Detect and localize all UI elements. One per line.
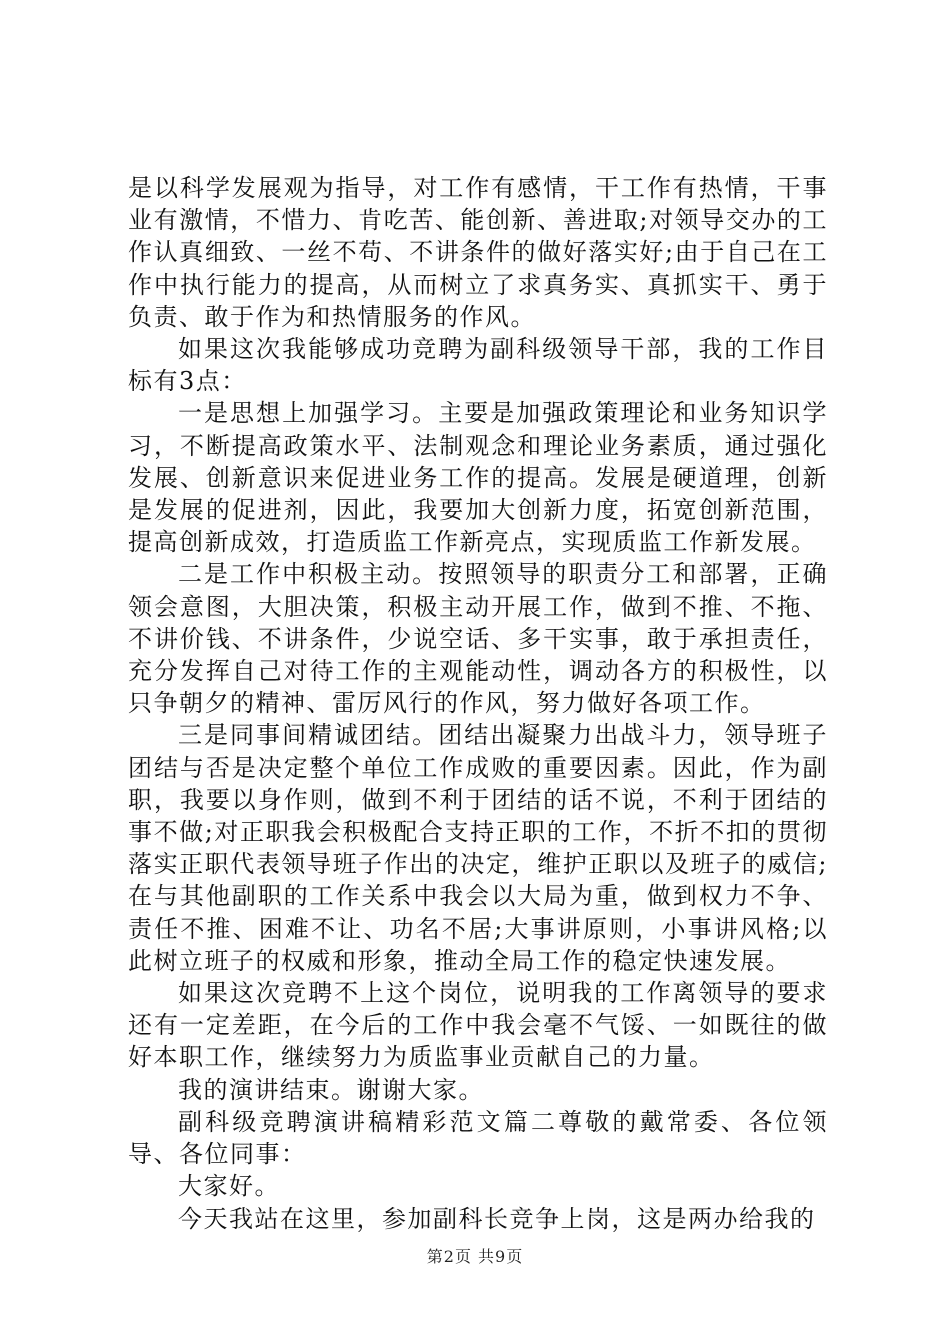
paragraph-4: 二是工作中积极主动。按照领导的职责分工和部署，正确领会意图，大胆决策，积极主动开展工作，做到不推、不拖、不讲价钱、不讲条件，少说空话、多干实事，敢于承担责任，充分发挥自己对待工作的主观能动性，调动各方的积极性，以只争朝夕的精神、雷厉风行的作风，努力做好各项工作。	[128, 560, 828, 718]
paragraph-1: 是以科学发展观为指导，对工作有感情，干工作有热情，干事业有激情，不惜力、肯吃苦、能创新、善进取;对领导交办的工作认真细致、一丝不苟、不讲条件的做好落实好;由于自己在工作中执行能力的提高，从而树立了求真务实、真抓实干、勇于负责、敢于作为和热情服务的作风。	[128, 174, 828, 331]
paragraph-9: 大家好。	[178, 1172, 280, 1201]
page-footer: 第2页 共9页	[426, 1247, 524, 1266]
paragraph-7: 我的演讲结束。谢谢大家。	[178, 1075, 484, 1104]
document-body	[128, 172, 828, 1235]
paragraph-10: 今天我站在这里，参加副科长竞争上岗，这是两办给我的	[178, 1204, 816, 1233]
paragraph-6: 如果这次竞聘不上这个岗位，说明我的工作离领导的要求还有一定差距，在今后的工作中我会毫不气馁、一如既往的做好本职工作，继续努力为质监事业贡献自己的力量。	[128, 979, 828, 1072]
paragraph-8: 副科级竞聘演讲稿精彩范文篇二尊敬的戴常委、各位领导、各位同事：	[128, 1107, 828, 1169]
paragraph-3: 一是思想上加强学习。主要是加强政策理论和业务知识学习，不断提高政策水平、法制观念和理论业务素质，通过强化发展、创新意识来促进业务工作的提高。发展是硬道理，创新是发展的促进剂，因此，我要加大创新力度，拓宽创新范围，提高创新成效，打造质监工作新亮点，实现质监工作新发展。	[128, 399, 828, 557]
paragraph-2: 如果这次我能够成功竞聘为副科级领导干部，我的工作目标有3点：	[128, 335, 828, 396]
paragraph-5: 三是同事间精诚团结。团结出凝聚力出战斗力，领导班子团结与否是决定整个单位工作成败的重要因素。因此，作为副职，我要以身作则，做到不利于团结的话不说，不利于团结的事不做;对正职我会积极配合支持正职的工作，不折不扣的贯彻落实正职代表领导班子作出的决定，维护正职以及班子的威信;在与其他副职的工作关系中我会以大局为重，做到权力不争、责任不推、困难不让、功名不居;大事讲原则，小事讲风格;以此树立班子的权威和形象，推动全局工作的稳定快速发展。	[128, 721, 828, 975]
